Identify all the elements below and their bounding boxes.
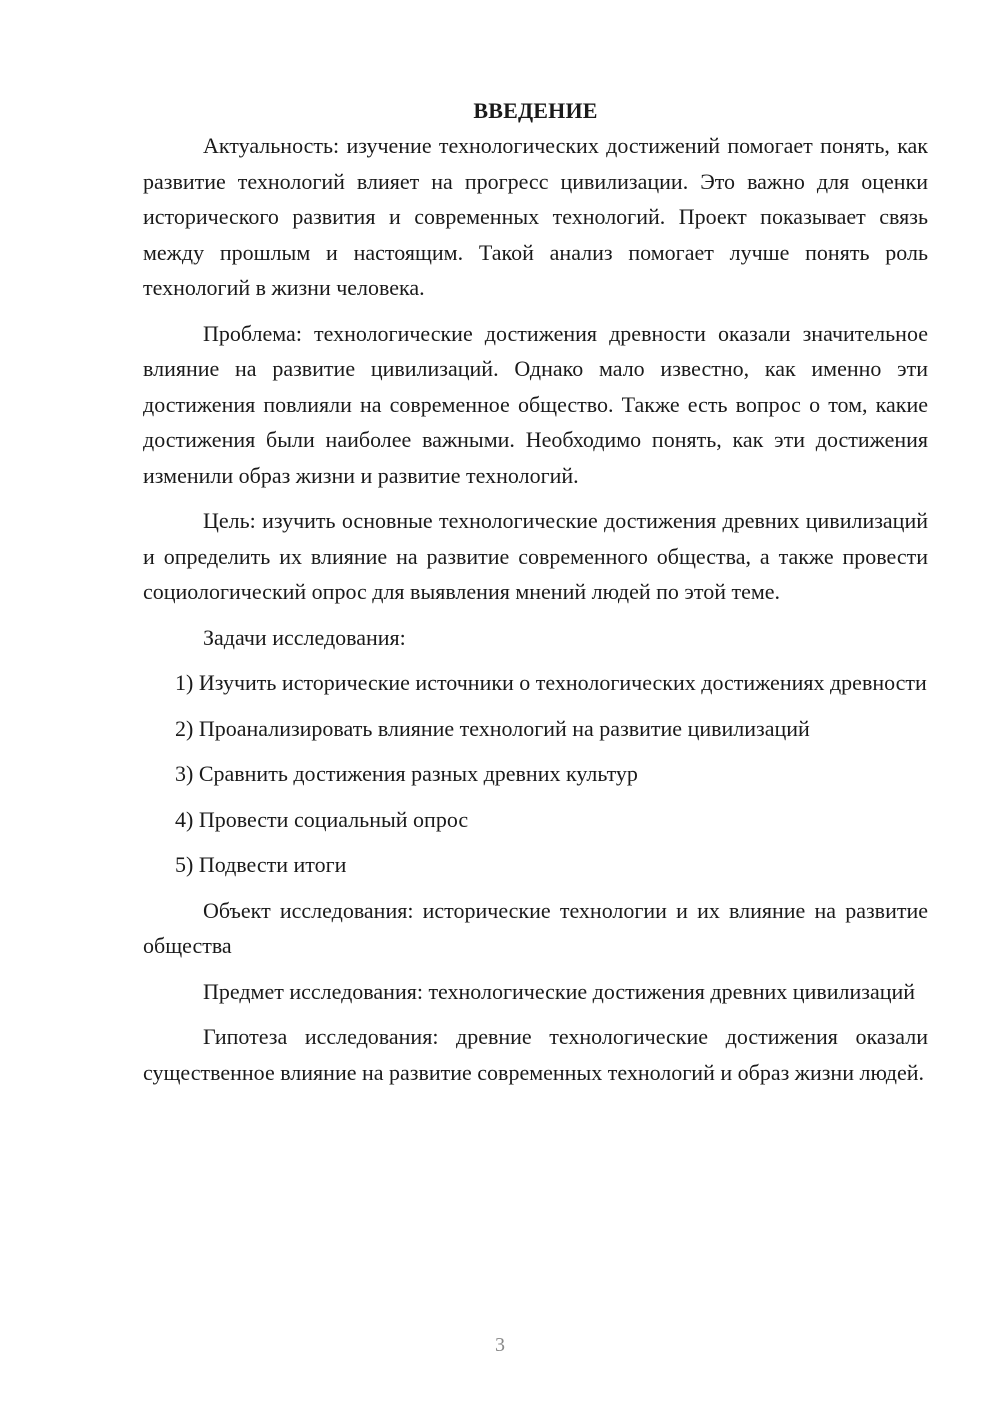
list-item: 3) Сравнить достижения разных древних культур — [175, 761, 638, 786]
paragraph-goal: Цель: изучить основные технологические достижения древних цивилизаций и определить их влияние на развитие современного общества, а также провести социологический опрос для выявления мнений людей по этой теме. — [143, 508, 928, 604]
document-page — [143, 96, 928, 1100]
page-number: 3 — [495, 1334, 505, 1356]
paragraph-problem: Проблема: технологические достижения древности оказали значительное влияние на развитие цивилизаций. Однако мало известно, как именно эти достижения повлияли на современное общество. Также есть вопрос о том, какие достижения были наиболее важными. Необходимо понять, как эти достижения изменили образ жизни и развитие технологий. — [143, 320, 928, 488]
section-title: ВВЕДЕНИЕ — [473, 98, 598, 123]
paragraph-object: Объект исследования: исторические технологии и их влияние на развитие общества — [143, 897, 928, 958]
list-item: 4) Провести социальный опрос — [175, 806, 469, 832]
list-item: 5) Подвести итоги — [175, 852, 347, 877]
list-item: 1) Изучить исторические источники о технологических достижениях древности — [175, 670, 927, 695]
list-item: 2) Проанализировать влияние технологий на развитие цивилизаций — [175, 715, 810, 741]
tasks-heading: Задачи исследования: — [203, 624, 406, 650]
paragraph-subject: Предмет исследования: технологические достижения древних цивилизаций — [203, 978, 916, 1004]
paragraph-hypothesis: Гипотеза исследования: древние технологические достижения оказали существенное влияние на развитие современных технологий и образ жизни людей. — [143, 1024, 928, 1085]
paragraph-relevance: Актуальность: изучение технологических достижений помогает понять, как развитие технологий влияет на прогресс цивилизации. Это важно для оценки исторического развития и современных технологий. Проект показывает связь между прошлым и настоящим. Такой анализ помогает лучше понять роль технологий в жизни человека. — [143, 133, 928, 300]
